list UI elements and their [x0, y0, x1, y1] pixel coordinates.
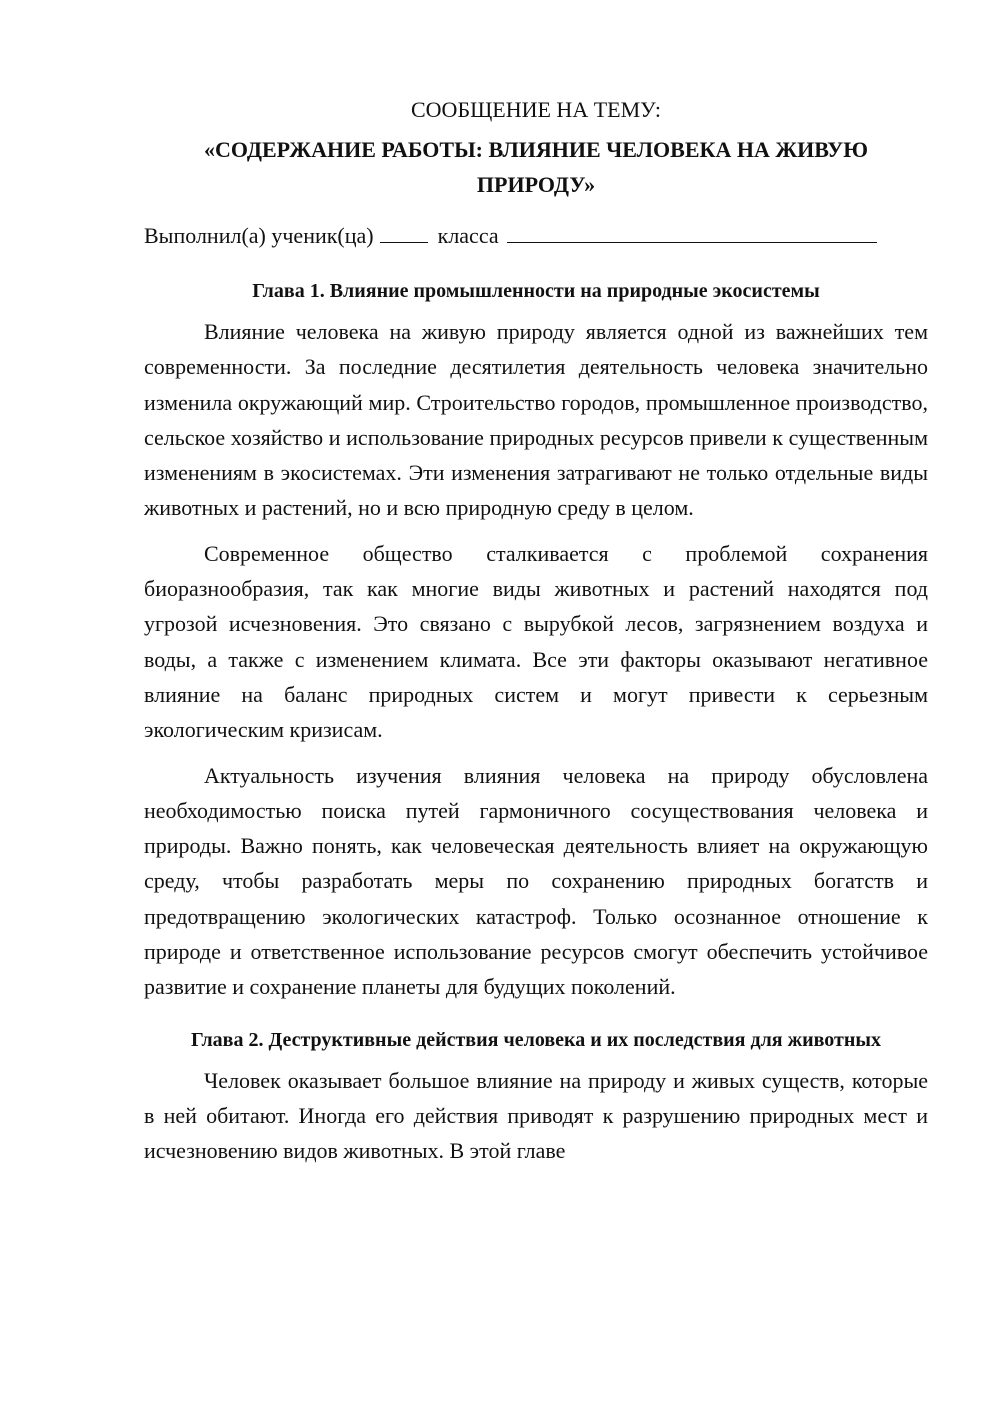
- document-heading-line1: СООБЩЕНИЕ НА ТЕМУ:: [411, 97, 661, 122]
- chapter1-paragraph: Современное общество сталкивается с проблемой сохранения биоразнообразия, так как многие виды животных и растений находятся под угрозой исчезновения. Это связано с вырубкой лесов, загрязнением воздуха и воды, а также с изменением климата. Все эти факторы оказывают негативное влияние на баланс природных систем и могут привести к серьезным экологическим кризисам.: [144, 540, 928, 743]
- chapter2-title: Глава 2. Деструктивные действия человека и их последствия для животных: [190, 1028, 882, 1051]
- performer-line: [144, 218, 928, 252]
- document-page: [144, 94, 928, 1179]
- student-name-blank: [507, 218, 877, 243]
- class-label: класса: [437, 223, 499, 248]
- performer-label: Выполнил(а) ученик(ца): [144, 223, 374, 248]
- class-number-blank: [380, 218, 428, 243]
- chapter1-paragraph: Влияние человека на живую природу является одной из важнейших тем современности. За последние десятилетия деятельность человека значительно изменила окружающий мир. Строительство городов, промышленное производство, сельское хозяйство и использование природных ресурсов привели к существенным изменениям в экосистемах. Эти изменения затрагивают не только отдельные виды животных и растений, но и всю природную среду в целом.: [144, 319, 928, 521]
- document-title: «СОДЕРЖАНИЕ РАБОТЫ: ВЛИЯНИЕ ЧЕЛОВЕКА НА ЖИВУЮ ПРИРОДУ»: [203, 137, 869, 197]
- chapter1-title: Глава 1. Влияние промышленности на природные экосистемы: [252, 280, 820, 302]
- chapter1-paragraph: Актуальность изучения влияния человека на природу обусловлена необходимостью поиска путей гармоничного сосуществования человека и природы. Важно понять, как человеческая деятельность влияет на окружающую среду, чтобы разработать меры по сохранению природных богатств и предотвращению экологических катастроф. Только осознанное отношение к природе и ответственное использование ресурсов смогут обеспечить устойчивое развитие и сохранение планеты для будущих поколений.: [144, 762, 928, 1000]
- chapter2-paragraph: Человек оказывает большое влияние на природу и живых существ, которые в ней обитают. Иногда его действия приводят к разрушению природных мест и исчезновению видов животных. В этой главе: [144, 1067, 928, 1164]
